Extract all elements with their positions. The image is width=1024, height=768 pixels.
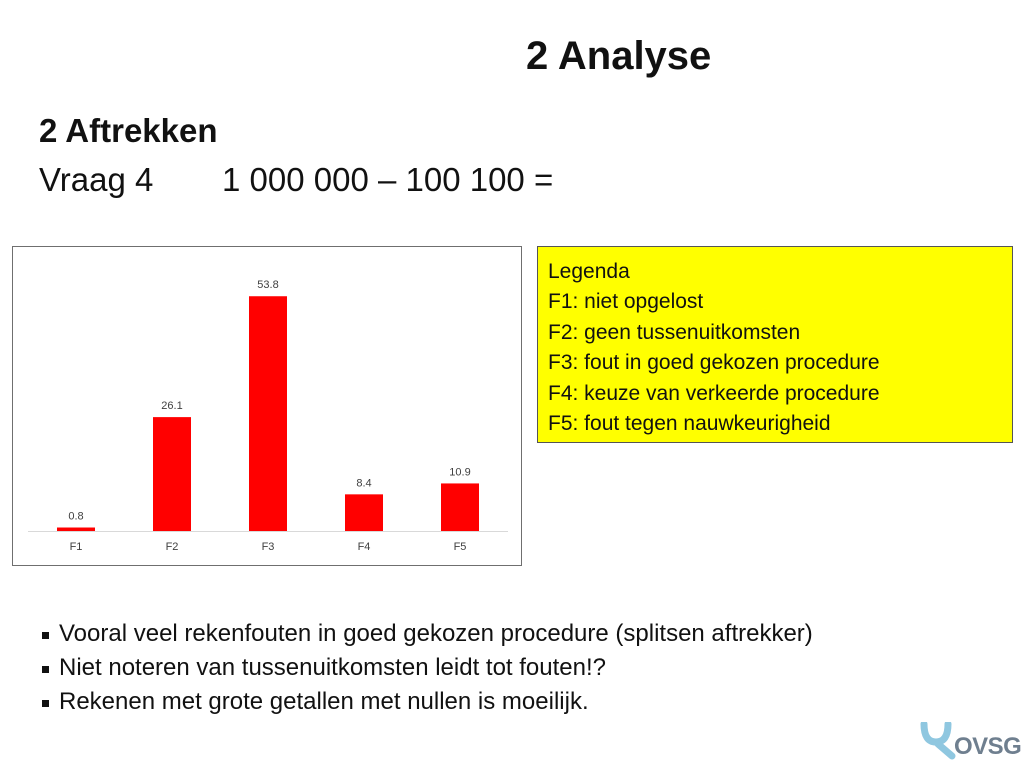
legend-item-f3: F3: fout in goed gekozen procedure (548, 351, 880, 375)
logo-text: OVSG (954, 733, 1022, 760)
question-expression: 1 000 000 – 100 100 = (222, 161, 554, 198)
legend-box (537, 246, 1013, 443)
data-label-f1: 0.8 (68, 510, 84, 523)
question-line (39, 161, 553, 199)
bar-f1 (57, 528, 95, 531)
bullet-square-icon (42, 700, 49, 707)
bullet-list (42, 617, 813, 719)
bullet-square-icon (42, 632, 49, 639)
x-tick-label-f1: F1 (69, 541, 83, 553)
bullet-square-icon (42, 666, 49, 673)
data-label-f2: 26.1 (161, 400, 183, 413)
bullet-text: Vooral veel rekenfouten in goed gekozen procedure (splitsen aftrekker) (59, 620, 813, 647)
bullet-item (42, 617, 813, 651)
bar-f3 (249, 296, 287, 531)
bar-f4 (345, 494, 383, 531)
legend-item-f5: F5: fout tegen nauwkeurigheid (548, 412, 831, 436)
ovsg-logo-icon (918, 722, 958, 764)
slide-title: 2 Analyse (526, 34, 712, 78)
data-label-f5: 10.9 (449, 466, 471, 479)
x-tick-label-f2: F2 (165, 541, 179, 553)
bullet-item (42, 651, 813, 685)
data-label-f4: 8.4 (356, 477, 372, 490)
bar-chart (12, 246, 522, 566)
ovsg-logo (918, 722, 1022, 764)
legend-heading: Legenda (548, 260, 630, 283)
bar-f2 (153, 417, 191, 531)
x-tick-label-f3: F3 (261, 541, 275, 553)
legend-item-f4: F4: keuze van verkeerde procedure (548, 381, 880, 405)
x-tick-label-f5: F5 (453, 541, 467, 553)
x-tick-label-f4: F4 (357, 541, 371, 553)
bar-f5 (441, 483, 479, 531)
bar-chart-svg (13, 247, 521, 565)
section-subtitle: 2 Aftrekken (39, 112, 218, 149)
bullet-text: Niet noteren van tussenuitkomsten leidt tot fouten!? (59, 654, 606, 681)
data-label-f3: 53.8 (257, 279, 279, 292)
bullet-text: Rekenen met grote getallen met nullen is moeilijk. (59, 688, 589, 715)
bullet-item (42, 685, 813, 719)
question-label: Vraag 4 (39, 161, 154, 198)
legend-item-f2: F2: geen tussenuitkomsten (548, 320, 801, 344)
legend-item-f1: F1: niet opgelost (548, 290, 704, 314)
